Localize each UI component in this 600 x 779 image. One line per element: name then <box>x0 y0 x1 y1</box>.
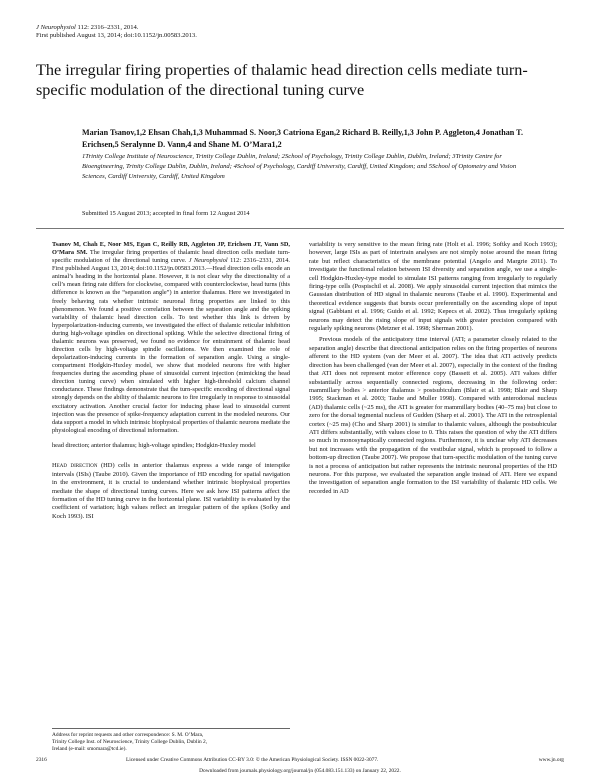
page-number: 2316 <box>36 757 47 763</box>
journal-citation: 112: 2316–2331, 2014. <box>75 24 139 31</box>
affiliations: 1Trinity College Institute of Neuroscience, Trinity College Dublin, Ireland; 2School of Psychology, Trinity College Dublin, Dublin, Ireland; 3Trinity Centre for Bioengineering, Trinity College Dublin, Dublin, Ireland; 4School of Psychology, Cardiff University, Cardiff, United Kingdom; and 5School of Optometry and Vision Sciences, Cardiff University, Cardiff, United Kingdom <box>82 153 517 180</box>
intro-paragraph <box>52 462 290 521</box>
abstract-citation-journal: J Neurophysiol <box>188 257 228 265</box>
abstract-citation-title: The irregular firing properties of thalamic head direction cells mediate turn-specific modulation of the directional tuning curve. <box>52 249 290 265</box>
body-paragraph: variability is very sensitive to the mean firing rate (Holt et al. 1996; Softky and Koch 1993); however, large ISIs as part of intertrain analyses are not simply noise around the mean firing rate but reflect characteristics of the membrane potential (Angelo and Margrie 2011). To investigate the functional relation between ISI diversity and separation angle, we use a single-cell Hodgkin-Huxley-type model to simulate ISI patterns ranging from irregularly to regularly firing-type cells (Pospischil et al. 2008). We apply sinusoidal current injection that mimics the Gaussian distribution of HD signal in thalamic neurons (Taube et al. 1990). Experimental and theoretical evidence suggests that bursts occur preferentially on the ascending slope of input signal (Gabbiani et al. 1996; Guido et al. 1992; Kepecs et al. 2002). Thus irregularly spiking neurons may detect the rising slope of input signals with greater precision compared with regularly spiking neurons (Metzner et al. 1998; Sherman 2001). <box>309 241 557 333</box>
abstract-citation-authors: Tsanov M, Chah E, Noor MS, Egan C, Reilly RB, Aggleton JP, Erichsen JT, Vann SD, O’Mara SM. <box>52 241 290 257</box>
correspondence-footnote <box>52 728 290 753</box>
author-list: Marian Tsanov,1,2 Ehsan Chah,1,3 Muhammad S. Noor,3 Catriona Egan,2 Richard B. Reilly,1,3 John P. Aggleton,4 Jonathan T. Erichsen,5 Seralynne D. Vann,4 and Shane M. O’Mara1,2 <box>82 128 523 149</box>
running-head <box>36 24 197 40</box>
header-divider <box>36 228 564 229</box>
footnote-line: Address for reprint requests and other correspondence: S. M. O’Mara, <box>52 732 204 738</box>
page-footer <box>36 757 564 767</box>
keywords: head direction; anterior thalamus; high-voltage spindles; Hodgkin-Huxley model <box>52 441 256 449</box>
download-notice: Downloaded from journals.physiology.org/journal/jn (054.083.151.133) on January 22, 2022. <box>199 768 401 774</box>
paper-title: The irregular firing properties of thalamic head direction cells mediate turn-specific modulation of the directional tuning curve <box>36 61 528 99</box>
abstract <box>52 241 290 435</box>
intro-text: (HD) cells in anterior thalamus express a wide range of interspike intervals (ISIs) (Taube 2010). Given the importance of HD encoding for spatial navigation in the environment, it is crucial to understand whether intrinsic biophysical properties mediate the shape of directional tuning curves. Here we ask how ISI patterns affect the formation of the HD tuning curve in the horizontal plane. ISI variability is evaluated by the coefficient of variation; high values reflect an irregular pattern of the spikes (Sofky and Koch 1993). ISI <box>52 462 290 520</box>
journal-name: J Neurophysiol <box>36 24 76 31</box>
license-notice: Licensed under Creative Commons Attribution CC-BY 3.0: © the American Physiological Society. ISSN 0022-3077. <box>126 757 379 763</box>
abstract-body: Head direction cells encode an animal’s heading in the horizontal plane. However, it is not clear why the directionality of a cell’s mean firing rate differs for clockwise, compared with counterclockwise, head turns (this difference is known as the “separation angle”) in anterior thalamus. Here we investigated in freely behaving rats whether intrinsic neuronal firing properties are linked to this phenomenon. We found a positive correlation between the separation angle and the spiking variability of thalamic head direction cells. To test whether this link is driven by hyperpolarization-inducing currents, we investigated the effect of thalamic reticular inhibition during high-voltage spindles on directional spiking. While the selective directional firing of thalamic neurons was preserved, we found no evidence for entrainment of thalamic head direction cells by high-voltage spindle oscillations. We then examined the role of depolarization-inducing currents in the formation of separation angle. Using a single-compartment Hodgkin-Huxley model, we show that modeled neurons fire with higher frequencies during the ascending phase of sinusoidal current injection (mimicking the head direction tuning curve) when simulated with higher high-threshold calcium channel conductance. These findings demonstrate that the turn-specific encoding of directional signal strongly depends on the ability of thalamic neurons to fire irregularly in response to sinusoidal excitatory activation. Another crucial factor for inducing phase lead to sinusoidal current injection was the presence of spike-frequency adaptation current in the modeled neurons. Our data support a model in which intrinsic biophysical properties of thalamic neurons mediate the physiological encoding of directional information. <box>52 265 291 434</box>
right-column <box>309 241 557 496</box>
intro-lead: Head direction <box>52 462 98 470</box>
submission-dates: Submitted 15 August 2013; accepted in final form 12 August 2014 <box>82 210 250 217</box>
body-paragraph: Previous models of the anticipatory time interval (ATI; a parameter closely related to the separation angle) describe that directional anticipation relies on the firing properties of neurons afferent to the HD system (van der Meer et al. 2007). The idea that ATI actively predicts direction has been challenged (van der Meer et al. 2007), especially in the context of the finding that ATI does not represent motor efference copy (Bassett et al. 2005). ATI values differ substantially across sequentially connected regions, decreasing in the following order: mammillary bodies > anterior thalamus > postsubiculum (Blair et al. 1998; Blair and Sharp 1995; Stackman et al. 2003; Taube and Muller 1998). Compared with anterodorsal nucleus (AD) thalamic cells (~25 ms), the ATI is greater for mammillary bodies (40–75 ms) but close to zero for the dorsal tegmental nucleus of Gudden (Sharp et al. 2001). The ATI in the retrosplenial cortex (~25 ms) (Cho and Sharp 2001) is similar to thalamic values, although the postsubicular ATI differs substantially, with values close to 0. This raises the question of why the ATI differs so much in monosynaptically connected regions. Furthermore, it is unclear why ATI decreases but not increases with the propagation of the vestibular signal, which is proposed to follow a bottom-up direction (Taube 2007). We propose that turn-specific modulation of the tuning curve is not a process of anticipation but rather represents the intrinsic neuronal properties of the HD neurons. For this purpose, we evaluated the separation angle instead of ATI. Here we expand the investigation of separation angle formation to the ISI variability of thalamic HD cells. We recorded in AD <box>309 336 558 495</box>
left-column <box>52 241 290 521</box>
abstract-citation-rest: 112: 2316–2331, 2014. First published August 13, 2014; doi:10.1152/jn.00583.2013.— <box>52 257 291 273</box>
footnote-line: Trinity College Inst. of Neuroscience, Trinity College Dublin, Dublin 2, <box>52 739 208 745</box>
first-published: First published August 13, 2014; doi:10.1152/jn.00583.2013. <box>36 32 197 39</box>
footnote-line: Ireland (e-mail: smomara@tcd.ie). <box>52 746 127 752</box>
journal-site: www.jn.org <box>538 757 564 763</box>
